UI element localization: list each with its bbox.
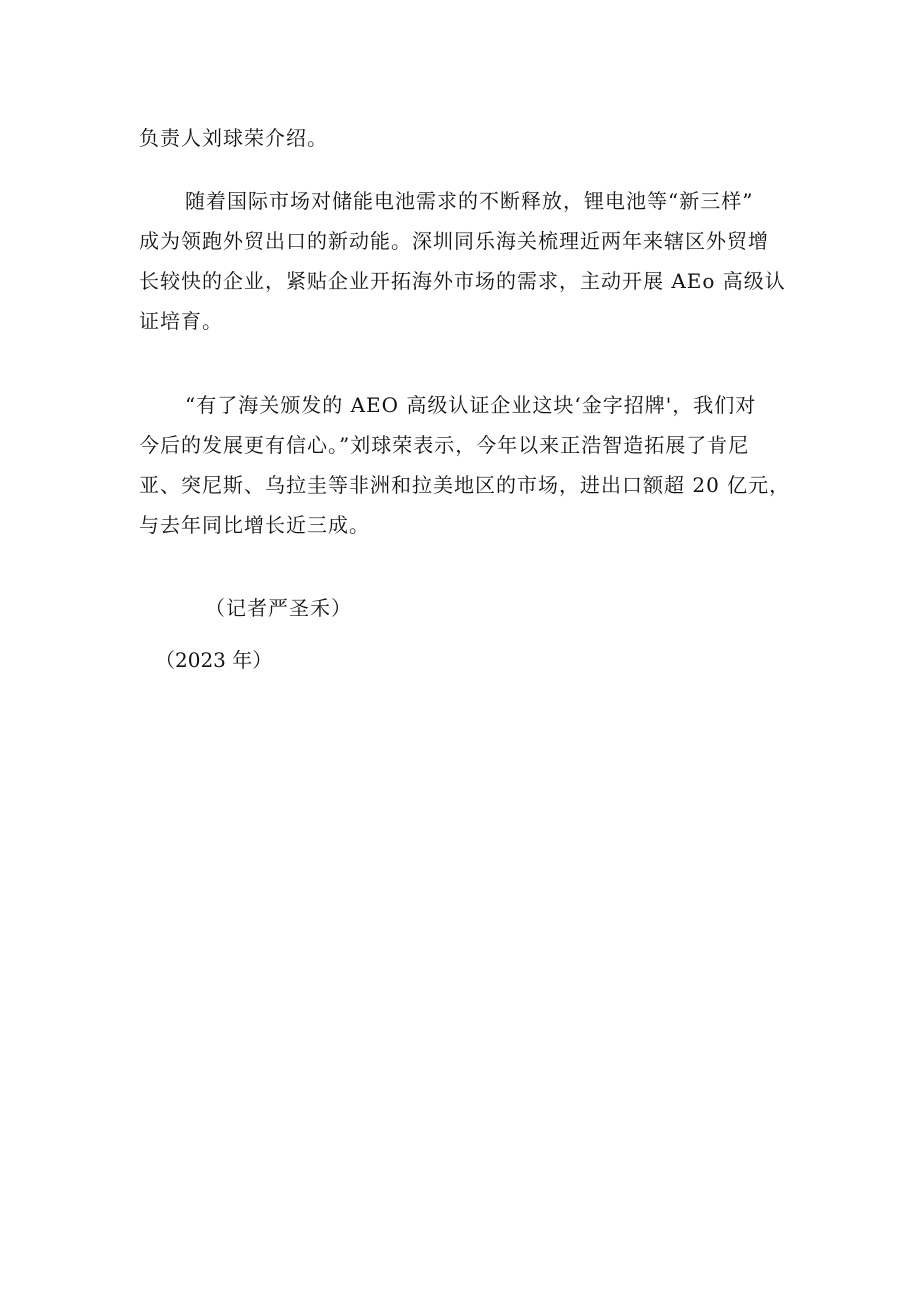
text-line: 今后的发展更有信心。”刘球荣表示，今年以来正浩智造拓展了肯尼 (139, 433, 750, 457)
reporter-byline (205, 588, 865, 628)
publication-year (155, 640, 815, 680)
text-line: 负责人刘球荣介绍。 (139, 126, 328, 150)
text-line: 随着国际市场对储能电池需求的不断释放，锂电池等“新三样” (185, 189, 754, 213)
paragraph-1 (139, 181, 799, 341)
text-line: 证培育。 (139, 309, 223, 333)
text-line: “有了海关颁发的 AEO 高级认证企业这块‘金字招牌'，我们对 (185, 393, 757, 417)
text-line: 与去年同比增长近三成。 (139, 513, 370, 537)
year-text: （2023 年） (155, 648, 273, 672)
paragraph-2 (139, 385, 799, 545)
text-line: 成为领跑外贸出口的新动能。深圳同乐海关梳理近两年来辖区外贸增 (139, 229, 769, 253)
continuation-line (139, 118, 799, 158)
byline-text: （记者严圣禾） (205, 596, 352, 620)
text-line: 长较快的企业，紧贴企业开拓海外市场的需求，主动开展 AEo 高级认 (139, 269, 786, 293)
text-line: 亚、突尼斯、乌拉圭等非洲和拉美地区的市场，进出口额超 20 亿元， (139, 473, 791, 497)
